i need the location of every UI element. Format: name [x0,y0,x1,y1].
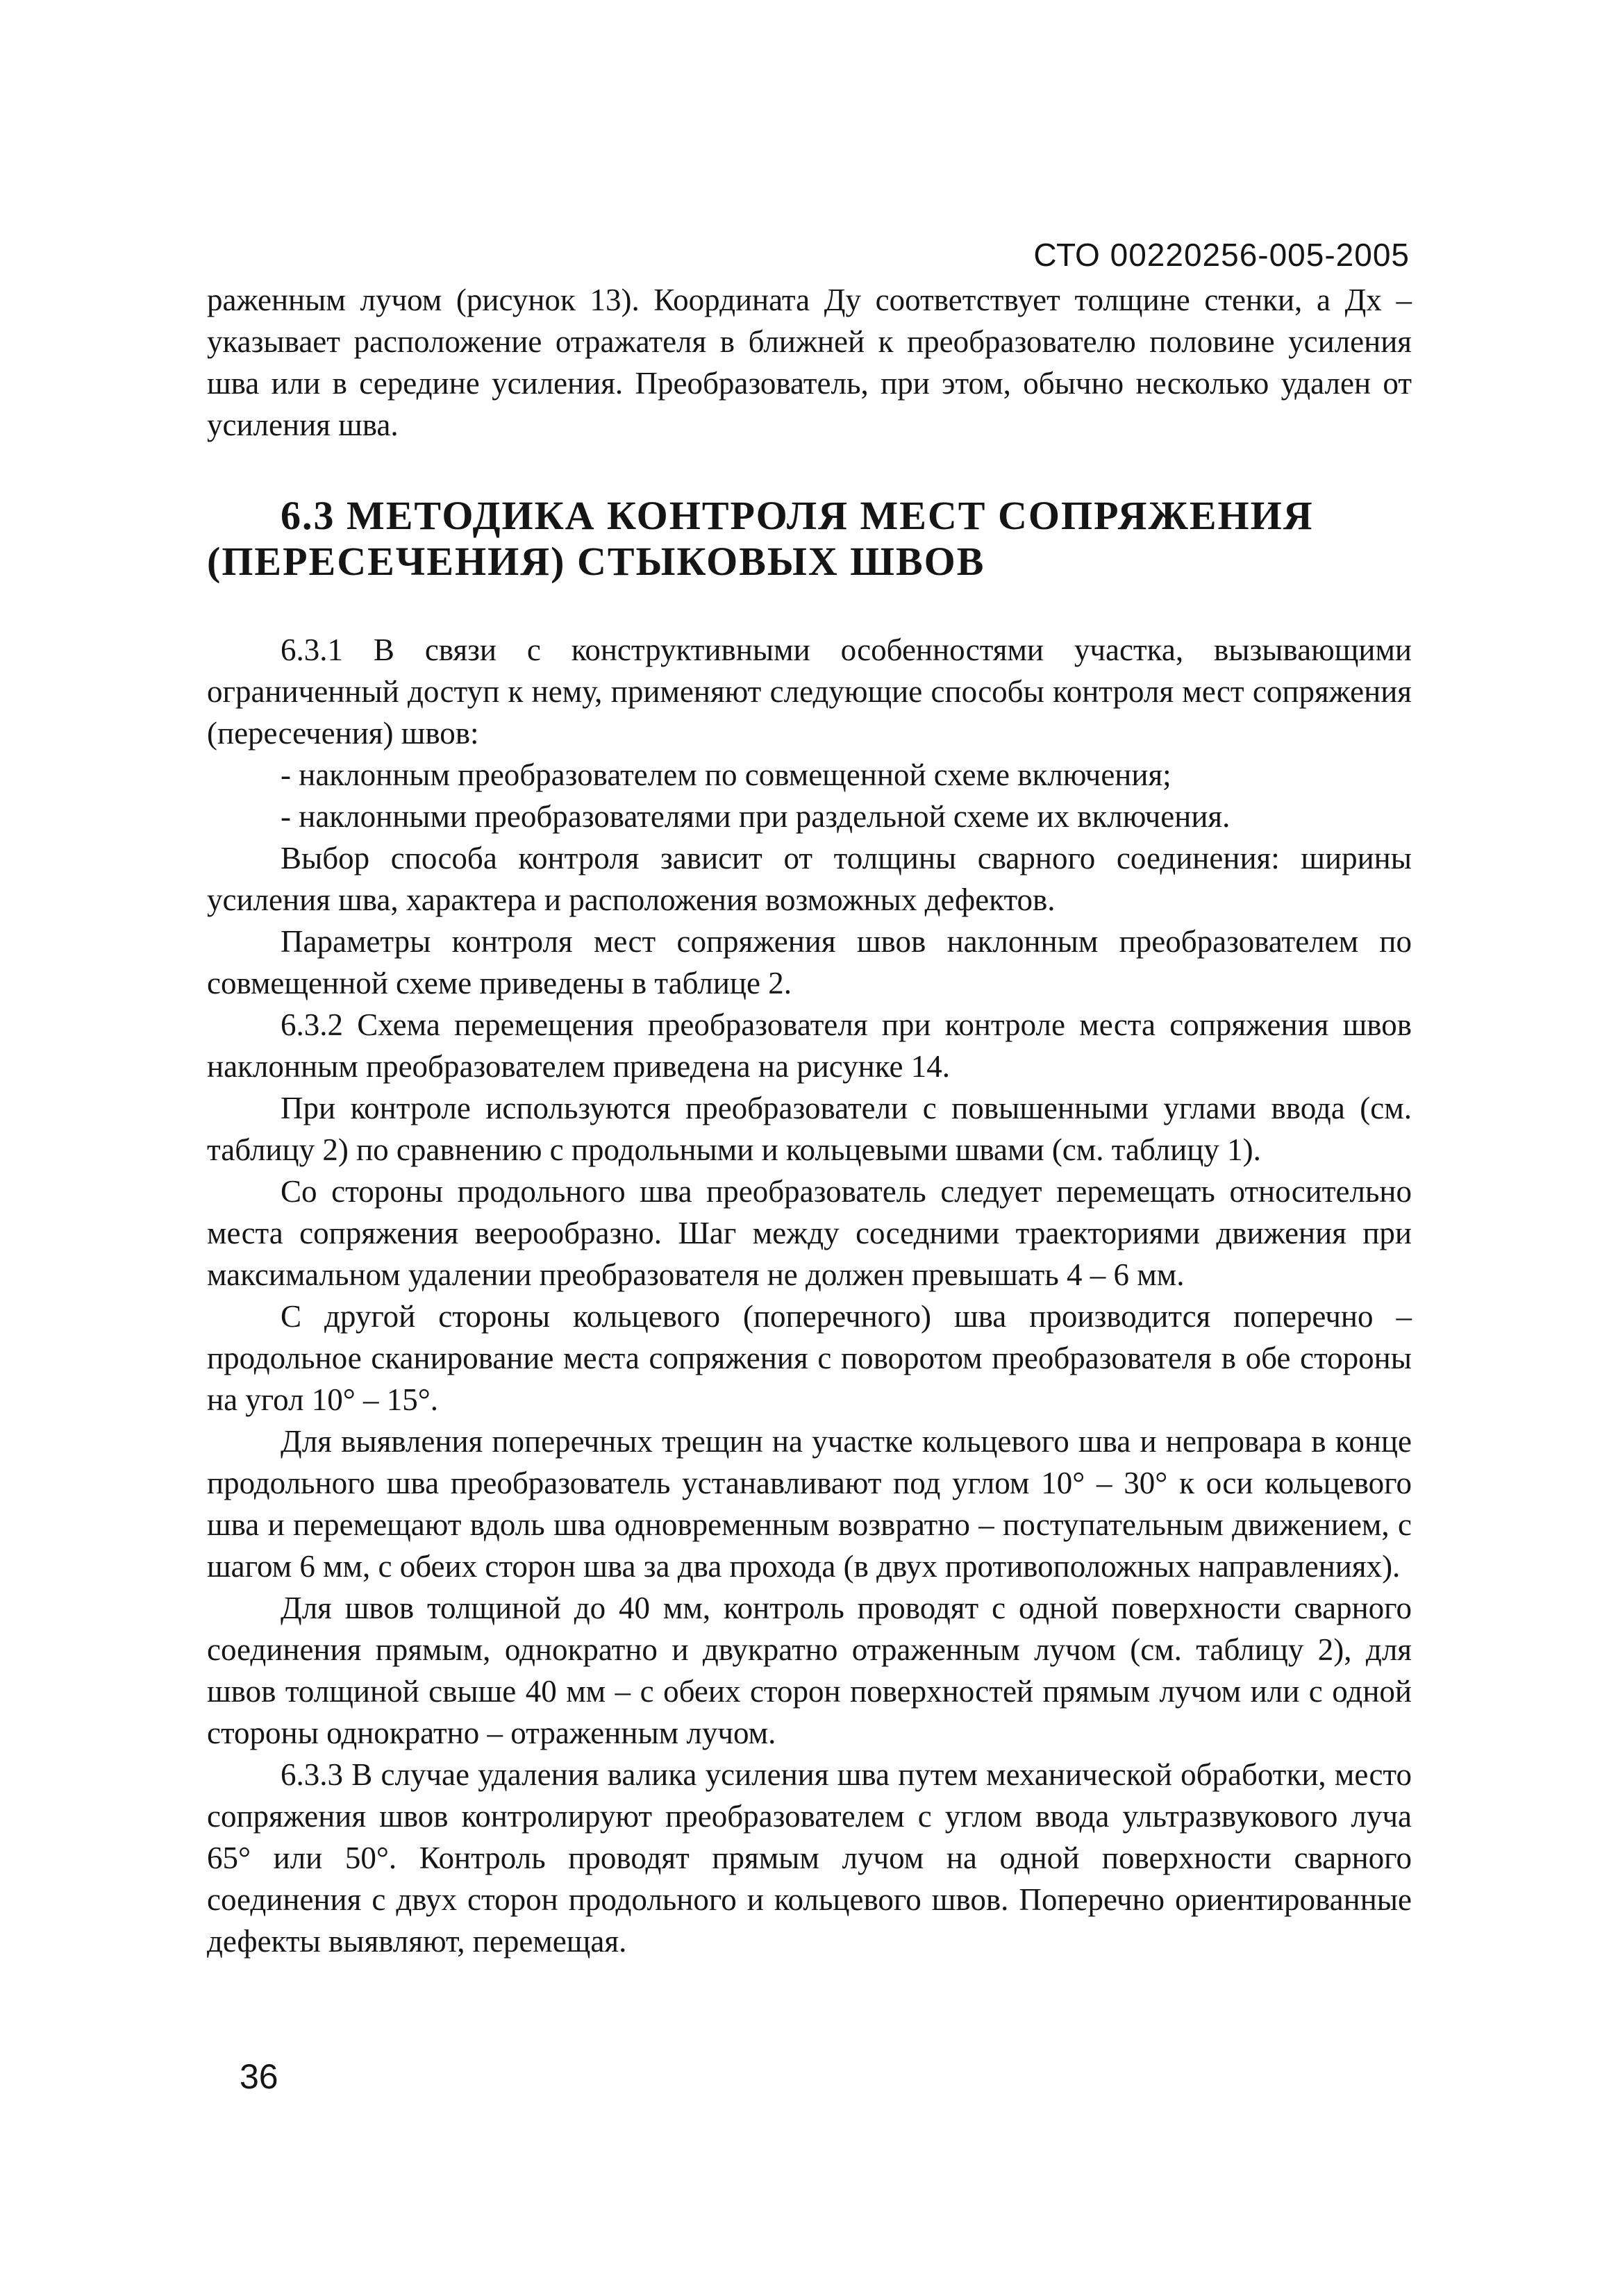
paragraph-6-3-3: 6.3.3 В случае удаления валика усиления шва путем механической обработки, место сопряжения швов контролируют преобразователем с углом ввода ультразвукового луча 65° или 50°. Контроль проводят прямым лучом на одной поверхности сварного соединения с двух сторон продольного и кольцевого швов. Поперечно ориентированные дефекты выявляют, перемещая. [207,1757,1412,1959]
paragraph-parameters: Параметры контроля мест сопряжения швов наклонным преобразователем по совмещенной схеме приведены в таблице 2. [207,924,1412,1000]
page-content [207,279,1412,1962]
document-code: СТО 00220256-005-2005 [1033,237,1410,273]
paragraph-method-choice: Выбор способа контроля зависит от толщины сварного соединения: ширины усиления шва, характера и расположения возможных дефектов. [207,841,1412,917]
paragraph-transverse-cracks: Для выявления поперечных трещин на участке кольцевого шва и непровара в конце продольного шва преобразователь устанавливают под углом 10° – 30° к оси кольцевого шва и перемещают вдоль шва одновременным возвратно – поступательным движением, с шагом 6 мм, с обеих сторон шва за два прохода (в двух противоположных направлениях). [207,1424,1412,1584]
paragraph-6-3-2: 6.3.2 Схема перемещения преобразователя при контроле места сопряжения швов наклонным преобразователем приведена на рисунке 14. [207,1007,1412,1084]
paragraph-transducers: При контроле используются преобразователи с повышенными углами ввода (см. таблицу 2) по сравнению с продольными и кольцевыми швами (см. таблицу 1). [207,1091,1412,1167]
list-item-combined-scheme: - наклонным преобразователем по совмещенной схеме включения; [281,757,1171,792]
list-item-separate-scheme: - наклонными преобразователями при раздельной схеме их включения. [281,799,1231,834]
page-number: 36 [240,2057,278,2096]
paragraph-continuation: раженным лучом (рисунок 13). Координата Ду соответствует толщине стенки, а Дх – указывает расположение отражателя в ближней к преобразователю половине усиления шва или в середине усиления. Преобразователь, при этом, обычно несколько удален от усиления шва. [207,283,1412,442]
paragraph-6-3-1: 6.3.1 В связи с конструктивными особенностями участка, вызывающими ограниченный доступ к нему, применяют следующие способы контроля мест сопряжения (пересечения) швов: [207,632,1412,751]
paragraph-longitudinal-side: Со стороны продольного шва преобразователь следует перемещать относительно места сопряжения веерообразно. Шаг между соседними траекториями движения при максимальном удалении преобразователя не должен превышать 4 – 6 мм. [207,1174,1412,1292]
paragraph-thickness: Для швов толщиной до 40 мм, контроль проводят с одной поверхности сварного соединения прямым, однократно и двукратно отраженным лучом (см. таблицу 2), для швов толщиной свыше 40 мм – с обеих сторон поверхностей прямым лучом или с одной стороны однократно – отраженным лучом. [207,1591,1412,1750]
section-heading-6-3: 6.3 МЕТОДИКА КОНТРОЛЯ МЕСТ СОПРЯЖЕНИЯ (ПЕРЕСЕЧЕНИЯ) СТЫКОВЫХ ШВОВ [207,493,1314,584]
paragraph-circumferential-side: С другой стороны кольцевого (поперечного) шва производится поперечно – продольное сканирование места сопряжения с поворотом преобразователя в обе стороны на угол 10° – 15°. [207,1299,1412,1417]
